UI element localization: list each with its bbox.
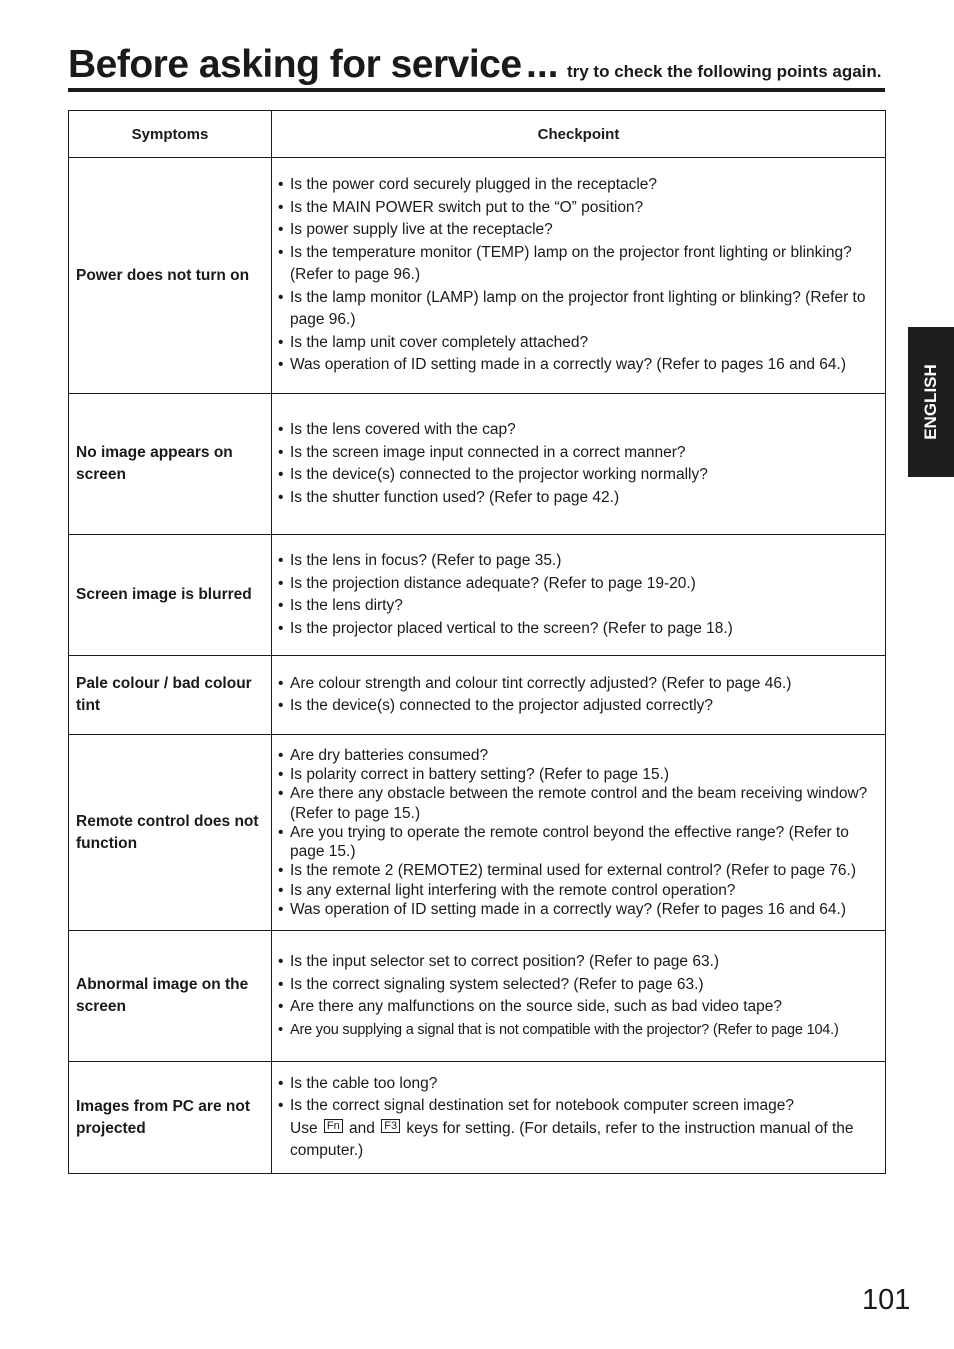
checkpoint-list xyxy=(276,550,879,640)
symptom-cell: Abnormal image on the screen xyxy=(69,931,272,1062)
checkpoint-item: • Is polarity correct in battery setting? (Refer to page 15.) xyxy=(276,765,879,784)
f3-key-icon: F3 xyxy=(381,1119,400,1133)
checkpoint-item: • Are there any malfunctions on the source side, such as bad video tape? xyxy=(276,996,879,1019)
checkpoint-item: • Are you supplying a signal that is not compatible with the projector? (Refer to page 104.) xyxy=(276,1019,879,1042)
page-number: 101 xyxy=(862,1284,911,1316)
and-word: and xyxy=(349,1119,375,1137)
title-ellipsis: ... xyxy=(526,43,559,86)
symptom-cell: Pale colour / bad colour tint xyxy=(69,656,272,735)
page-title-bar xyxy=(68,40,885,92)
table-header-row xyxy=(69,111,886,158)
table-row xyxy=(69,1062,886,1174)
language-tab xyxy=(908,327,954,477)
checkpoint-item: • Are dry batteries consumed? xyxy=(276,746,879,765)
checkpoint-cell xyxy=(272,656,886,735)
checkpoint-item: • Is the projection distance adequate? (Refer to page 19-20.) xyxy=(276,573,879,596)
checkpoint-item: • Is the device(s) connected to the projector working normally? xyxy=(276,464,879,487)
checkpoint-header: Checkpoint xyxy=(272,111,886,158)
symptom-cell: Screen image is blurred xyxy=(69,535,272,656)
checkpoint-item: • Is the temperature monitor (TEMP) lamp on the projector front lighting or blinking? (Refer to page 96.) xyxy=(276,242,879,287)
checkpoint-item: • Is the screen image input connected in a correct manner? xyxy=(276,442,879,465)
checkpoint-list xyxy=(276,746,879,920)
checkpoint-cell xyxy=(272,535,886,656)
symptoms-header: Symptoms xyxy=(69,111,272,158)
table-row xyxy=(69,158,886,394)
troubleshooting-table xyxy=(68,110,886,1174)
checkpoint-item: • Is the remote 2 (REMOTE2) terminal used for external control? (Refer to page 76.) xyxy=(276,861,879,880)
table-row xyxy=(69,535,886,656)
checkpoint-cell xyxy=(272,1062,886,1174)
checkpoint-item: • Is the device(s) connected to the projector adjusted correctly? xyxy=(276,695,879,718)
checkpoint-item: • Is the lens dirty? xyxy=(276,595,879,618)
checkpoint-item xyxy=(276,1095,879,1163)
table-row xyxy=(69,656,886,735)
table-row xyxy=(69,735,886,931)
checkpoint-item: • Are you trying to operate the remote control beyond the effective range? (Refer to page 15.) xyxy=(276,823,879,862)
checkpoint-item: • Is power supply live at the receptacle? xyxy=(276,219,879,242)
checkpoint-cell xyxy=(272,931,886,1062)
use-word: Use xyxy=(290,1119,318,1137)
checkpoint-text: Is the correct signal destination set for notebook computer screen image? xyxy=(290,1097,795,1114)
checkpoint-item: • Is the projector placed vertical to the screen? (Refer to page 18.) xyxy=(276,618,879,641)
table-row xyxy=(69,394,886,535)
checkpoint-item: • Is the lens covered with the cap? xyxy=(276,419,879,442)
page-subtitle: try to check the following points again. xyxy=(566,62,882,81)
checkpoint-item: • Is the lens in focus? (Refer to page 35.) xyxy=(276,550,879,573)
page-title: Before asking for service xyxy=(68,43,522,86)
checkpoint-item: • Is the lamp monitor (LAMP) lamp on the projector front lighting or blinking? (Refer to page 96.) xyxy=(276,287,879,332)
checkpoint-item: • Is the input selector set to correct position? (Refer to page 63.) xyxy=(276,951,879,974)
checkpoint-list xyxy=(276,673,879,718)
checkpoint-item: • Is the correct signaling system selected? (Refer to page 63.) xyxy=(276,974,879,997)
checkpoint-cell xyxy=(272,735,886,931)
symptom-cell: Images from PC are not projected xyxy=(69,1062,272,1174)
use-note-text: keys for setting. (For details, refer to the instruction manual of the computer.) xyxy=(290,1119,854,1159)
checkpoint-item: • Is the power cord securely plugged in the receptacle? xyxy=(276,174,879,197)
symptom-cell: No image appears on screen xyxy=(69,394,272,535)
checkpoint-list xyxy=(276,174,879,377)
checkpoint-list xyxy=(276,419,879,509)
checkpoint-item: • Is the lamp unit cover completely attached? xyxy=(276,332,879,355)
checkpoint-item: • Is the cable too long? xyxy=(276,1073,879,1096)
checkpoint-item: • Is any external light interfering with the remote control operation? xyxy=(276,881,879,900)
checkpoint-cell xyxy=(272,158,886,394)
fn-key-icon: Fn xyxy=(324,1119,343,1133)
checkpoint-item: • Was operation of ID setting made in a correctly way? (Refer to pages 16 and 64.) xyxy=(276,354,879,377)
checkpoint-list xyxy=(276,1073,879,1163)
table-row xyxy=(69,931,886,1062)
checkpoint-item: • Was operation of ID setting made in a correctly way? (Refer to pages 16 and 64.) xyxy=(276,900,879,919)
checkpoint-item: • Is the shutter function used? (Refer to page 42.) xyxy=(276,487,879,510)
checkpoint-item: • Are there any obstacle between the remote control and the beam receiving window? (Refer to page 15.) xyxy=(276,784,879,823)
symptom-cell: Power does not turn on xyxy=(69,158,272,394)
checkpoint-item: • Are colour strength and colour tint correctly adjusted? (Refer to page 46.) xyxy=(276,673,879,696)
checkpoint-list xyxy=(276,951,879,1041)
checkpoint-cell xyxy=(272,394,886,535)
symptom-cell: Remote control does not function xyxy=(69,735,272,931)
language-tab-label: ENGLISH xyxy=(921,364,940,440)
checkpoint-item: • Is the MAIN POWER switch put to the “O” position? xyxy=(276,197,879,220)
